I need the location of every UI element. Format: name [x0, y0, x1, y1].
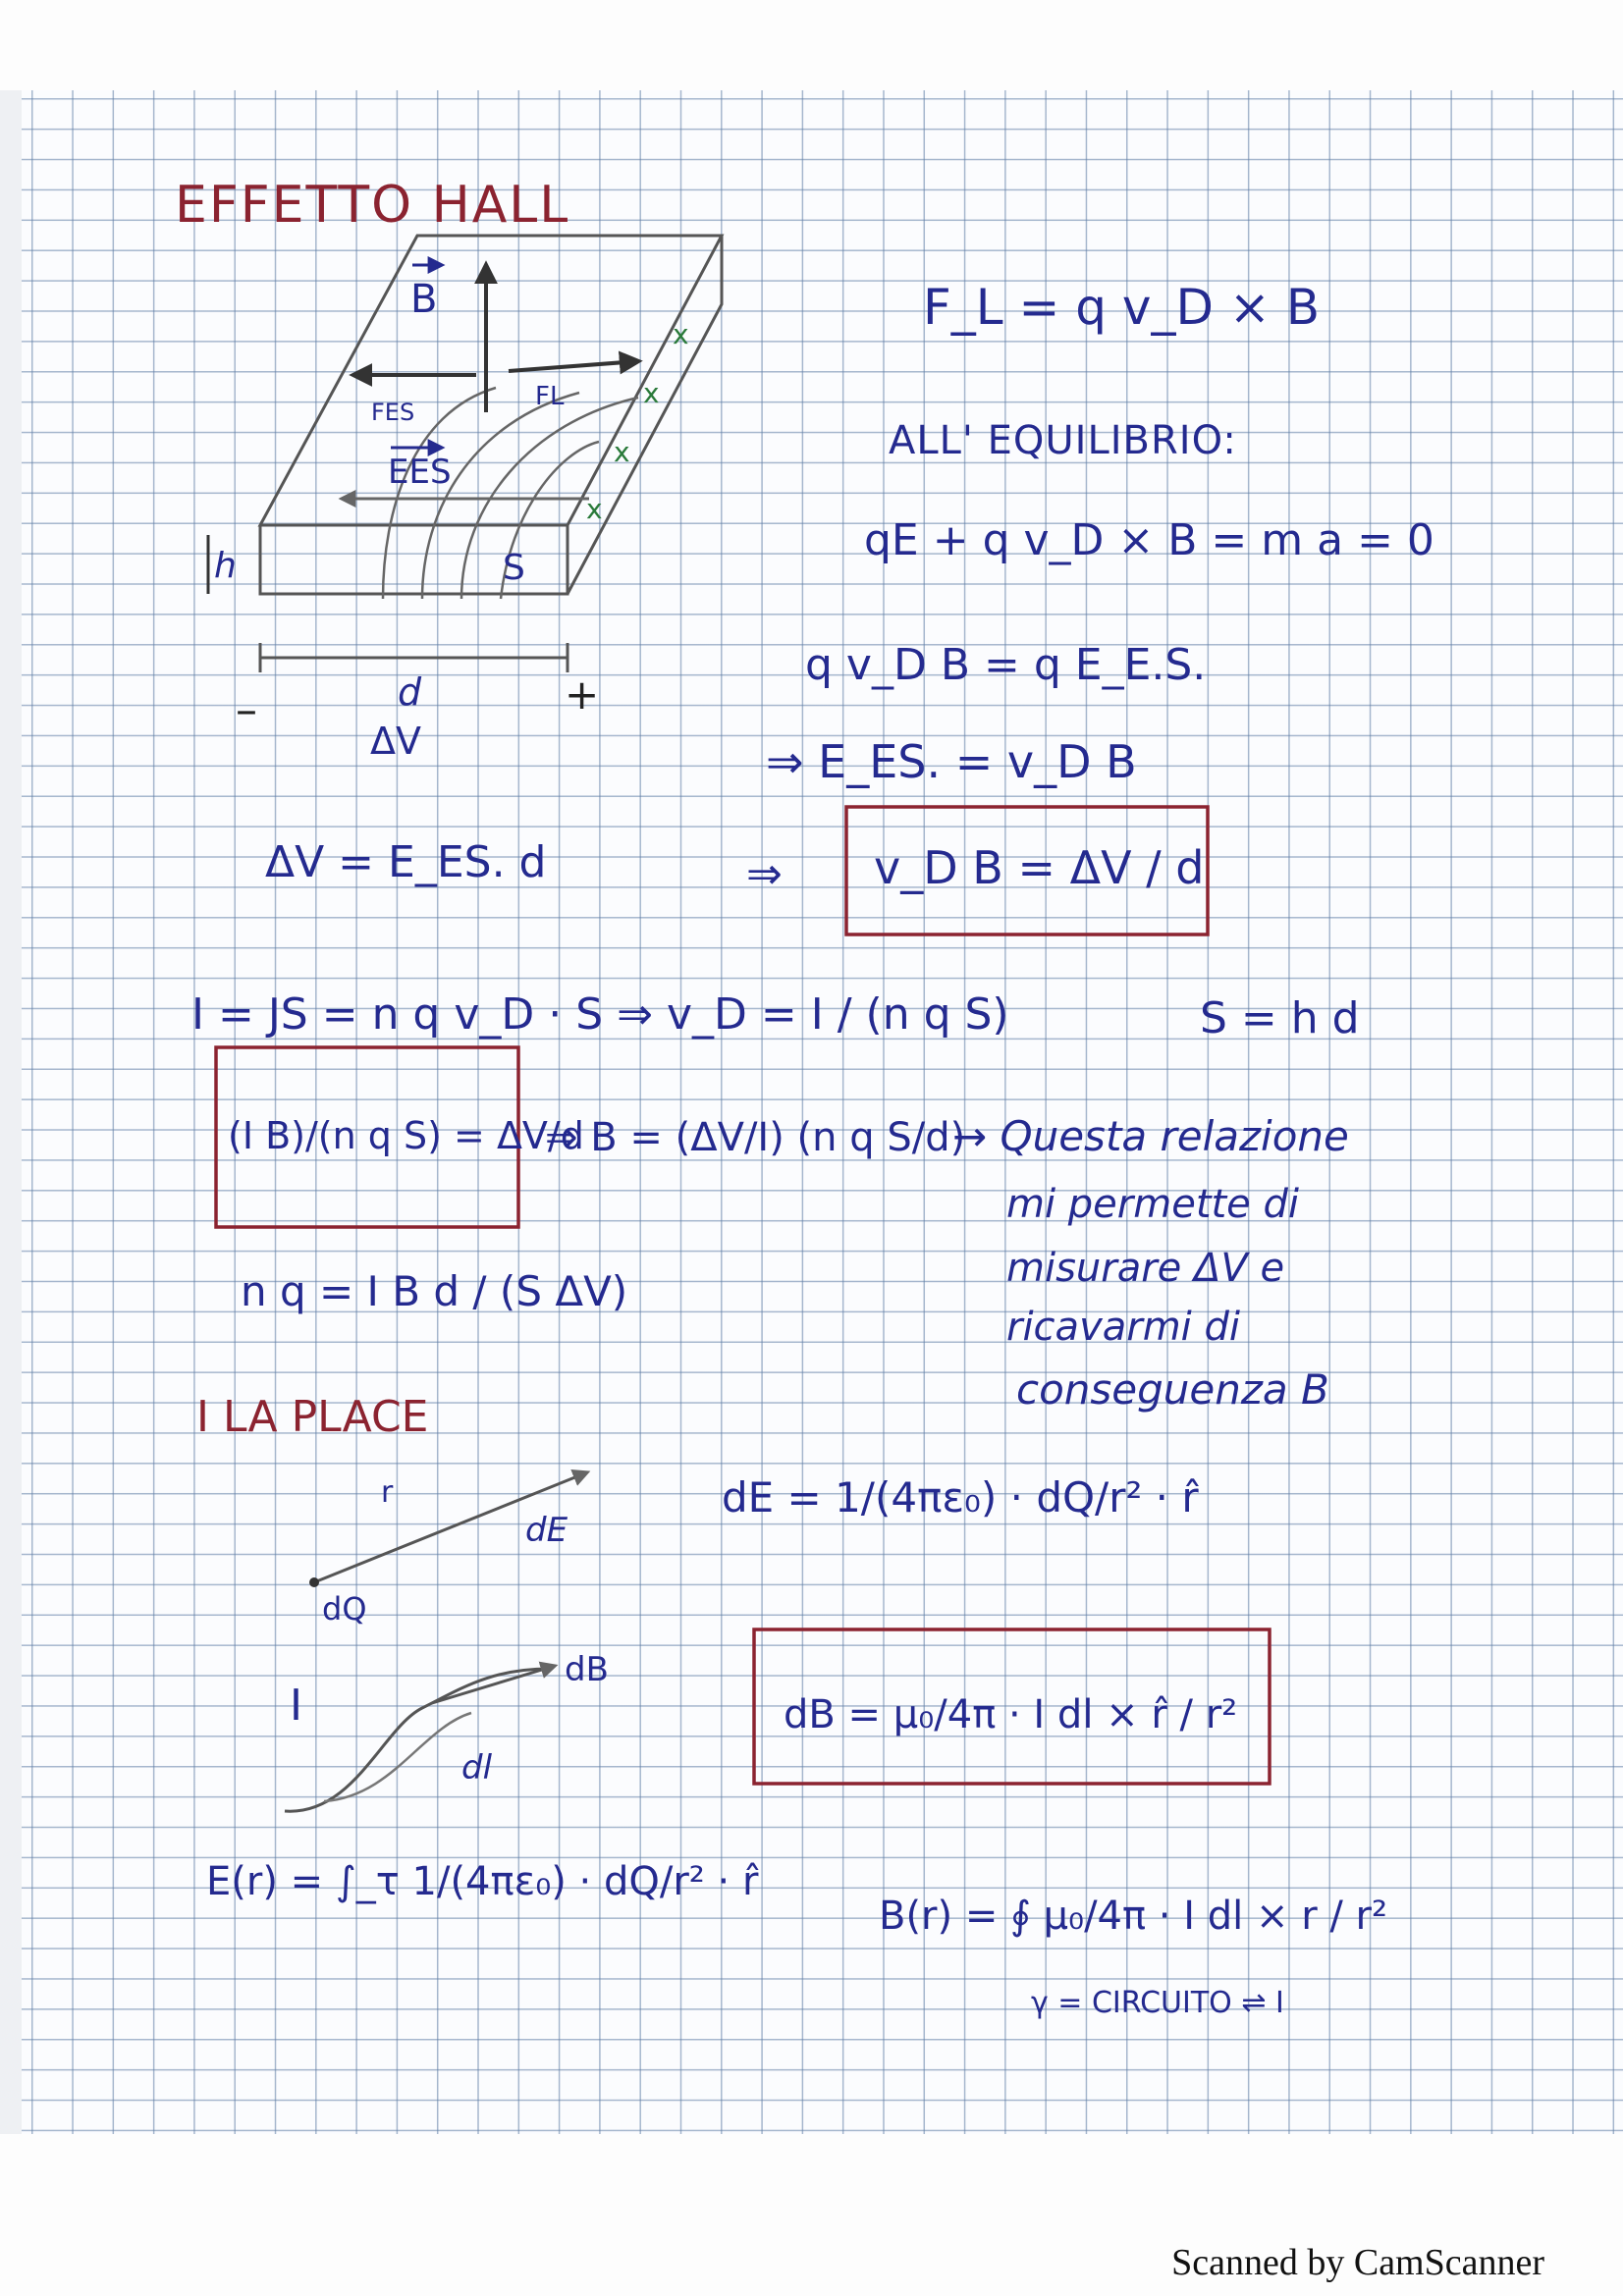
charge-point — [309, 1577, 319, 1587]
label-fes: FES — [371, 399, 415, 426]
eq-dv: ΔV = E_ES. d — [265, 837, 547, 887]
eq-boxed-vd: v_D B = ΔV / d — [874, 841, 1205, 894]
eq-b-integral: B(r) = ∮ μ₀/4π · I dl × r / r² — [879, 1894, 1388, 1939]
eq-db-box: dB = μ₀/4π · I dl × r̂ / r² — [784, 1692, 1238, 1737]
label-plus: + — [565, 670, 600, 719]
comment-block — [952, 1112, 1349, 1414]
label-dl: dl — [461, 1748, 493, 1788]
label-de: dE — [525, 1511, 568, 1550]
eq-ees: ⇒ E_ES. = v_D B — [766, 735, 1137, 788]
page-title: EFFETTO HALL — [175, 176, 570, 235]
eq-boxed-ib: (I B)/(n q S) = ΔV/d — [228, 1114, 584, 1157]
label-delta-v: ΔV — [370, 720, 421, 763]
eq-b-formula: ⇒ B = (ΔV/I) (n q S/d) — [545, 1115, 966, 1160]
comment-line: ricavarmi di — [1006, 1305, 1240, 1350]
scanner-footer: Scanned by CamScanner — [1171, 2242, 1544, 2283]
fl-arrow — [509, 361, 638, 371]
x-mark: x — [586, 493, 603, 525]
eq-de: dE = 1/(4πε₀) · dQ/r² · r̂ — [722, 1473, 1199, 1522]
label-d: d — [398, 670, 422, 714]
eq-full: qE + q v_D × B = m a = 0 — [864, 515, 1434, 565]
label-s: S — [503, 548, 525, 588]
label-ees: EES — [388, 453, 452, 492]
x-mark: x — [673, 318, 689, 350]
eq-nq: n q = I B d / (S ΔV) — [241, 1267, 628, 1315]
trajectory-2 — [422, 393, 579, 599]
eq-e-integral: E(r) = ∫_τ 1/(4πε₀) · dQ/r² · r̂ — [206, 1859, 759, 1904]
laplace-diagram-db — [285, 1650, 609, 1811]
label-dq: dQ — [322, 1590, 367, 1628]
x-mark: x — [643, 377, 660, 409]
label-fl: FL — [535, 382, 565, 411]
eq-area: S = h d — [1200, 993, 1360, 1043]
current-wire — [285, 1669, 550, 1811]
label-r: r — [381, 1475, 394, 1510]
eq-b-integral-note: γ = CIRCUITO ⇌ I — [1031, 1986, 1284, 2020]
db-vector — [432, 1666, 555, 1703]
label-db: dB — [565, 1650, 609, 1689]
label-b: B — [410, 277, 438, 322]
comment-line: mi permette di — [1006, 1182, 1300, 1227]
x-mark: x — [614, 436, 630, 468]
eq-lorentz: F_L = q v_D × B — [923, 279, 1321, 336]
eq-cancel: q v_D B = q E_E.S. — [805, 640, 1207, 690]
laplace-diagram-de — [309, 1472, 587, 1628]
implies-arrow: ⇒ — [746, 849, 783, 899]
comment-line: conseguenza B — [1016, 1365, 1329, 1414]
label-h: h — [214, 546, 237, 586]
comment-line: misurare ΔV e — [1006, 1246, 1285, 1291]
slab-side-face — [568, 236, 722, 594]
hall-effect-diagram — [208, 236, 722, 763]
eq-current: I = JS = n q v_D · S ⇒ v_D = I / (n q S) — [191, 989, 1009, 1040]
label-i: I — [290, 1681, 302, 1731]
label-minus: – — [236, 685, 257, 735]
section-laplace: I LA PLACE — [196, 1392, 429, 1442]
comment-line: → Questa relazione — [952, 1112, 1349, 1160]
eq-equilibrium-label: ALL' EQUILIBRIO: — [889, 418, 1237, 463]
